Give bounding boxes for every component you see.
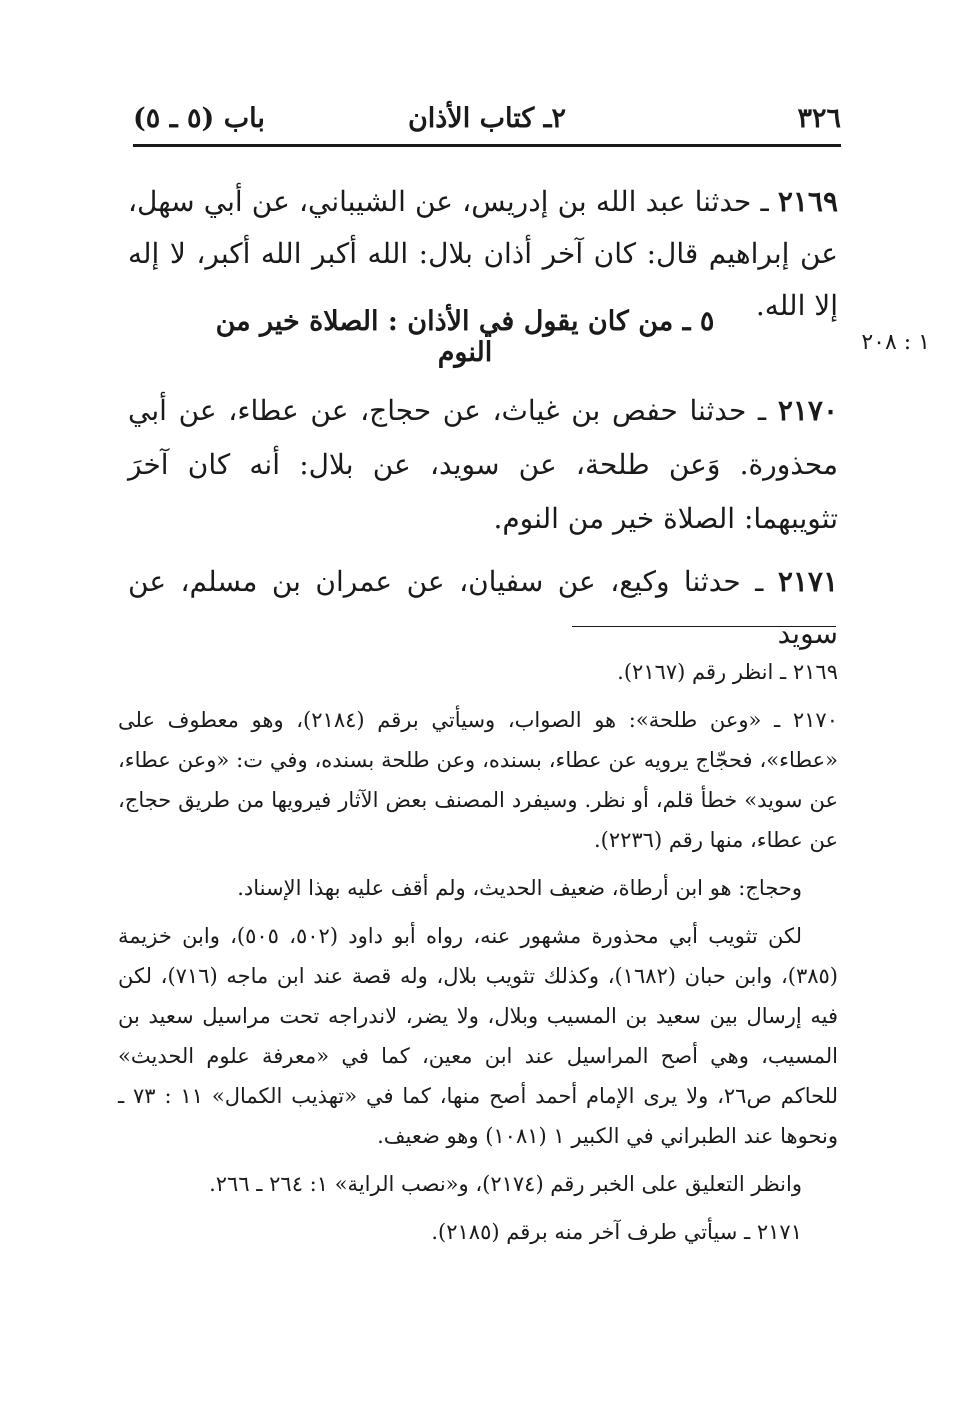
footnote: ٢١٧١ ـ سيأتي طرف آخر منه برقم (٢١٨٥). xyxy=(431,1220,802,1244)
hadith-text: ـ حدثنا عبد الله بن إدريس، عن الشيباني، عن أبي سهل، عن إبراهيم قال: كان آخر أذان بلال: الله أكبر الله أكبر، لا إله إلا الله. xyxy=(128,185,838,322)
margin-reference: ١ : ٢٠٨ xyxy=(861,330,930,355)
section-reference: باب (٥ ـ ٥) xyxy=(133,102,265,134)
footnote: وانظر التعليق على الخبر رقم (٢١٧٤)، و«نصب الراية» ١: ٢٦٤ ـ ٢٦٦. xyxy=(209,1172,802,1196)
footnote: ٢١٧٠ ـ «وعن طلحة»: هو الصواب، وسيأتي برقم (٢١٨٤)، وهو معطوف على «عطاء»، فحجّاج يرويه عن عطاء، بسنده، وعن طلحة بسنده، وفي ت: «وعن عطاء، عن سويد» خطأ قلم، أو نظر. وسيفرد المصنف بعض الآثار فيرويها من طريق حجاج، عن عطاء، منها رقم (٢٢٣٦). xyxy=(118,708,838,852)
hadith-text: ـ حدثنا حفص بن غياث، عن حجاج، عن عطاء، عن أبي محذورة. وَعن طلحة، عن سويد، عن بلال: أنه كان آخرَ تثويبهما: الصلاة خير من النوم. xyxy=(128,394,838,535)
page-number: ٣٢٦ xyxy=(797,102,841,134)
hadith-number: ٢١٦٩ xyxy=(777,185,838,218)
hadith-2170 xyxy=(128,384,838,546)
footnotes xyxy=(118,652,838,1260)
footnote: وحجاج: هو ابن أرطاة، ضعيف الحديث، ولم أقف عليه بهذا الإسناد. xyxy=(237,876,802,900)
chapter-title: ٢ـ كتاب الأذان xyxy=(407,102,567,134)
hadith-text: ـ حدثنا وكيع، عن سفيان، عن عمران بن مسلم، عن سويد xyxy=(128,565,838,650)
footnote: ٢١٦٩ ـ انظر رقم (٢١٦٧). xyxy=(617,660,838,684)
footnote-divider xyxy=(572,626,836,627)
page-header xyxy=(133,92,841,147)
hadith-number: ٢١٧١ xyxy=(777,565,838,598)
hadith-2171 xyxy=(128,556,838,660)
section-heading: ٥ ـ من كان يقول في الأذان : الصلاة خير من النوم xyxy=(215,306,715,368)
hadith-number: ٢١٧٠ xyxy=(777,394,838,427)
footnote: لكن تثويب أبي محذورة مشهور عنه، رواه أبو داود (٥٠٢، ٥٠٥)، وابن خزيمة (٣٨٥)، وابن حبان (١٦٨٢)، وكذلك تثويب بلال، وله قصة عند ابن ماجه (٧١٦)، لكن فيه إرسال بين سعيد بن المسيب وبلال، ولا يضر، لاندراجه تحت مراسيل سعيد بن المسيب، وهي أصح المراسيل عند ابن معين، كما في «معرفة علوم الحديث» للحاكم ص٢٦، ولا يرى الإمام أحمد أصح منها، كما في «تهذيب الكمال» ١١ : ٧٣ ـ ونحوها عند الطبراني في الكبير ١ (١٠٨١) وهو ضعيف. xyxy=(118,924,838,1148)
